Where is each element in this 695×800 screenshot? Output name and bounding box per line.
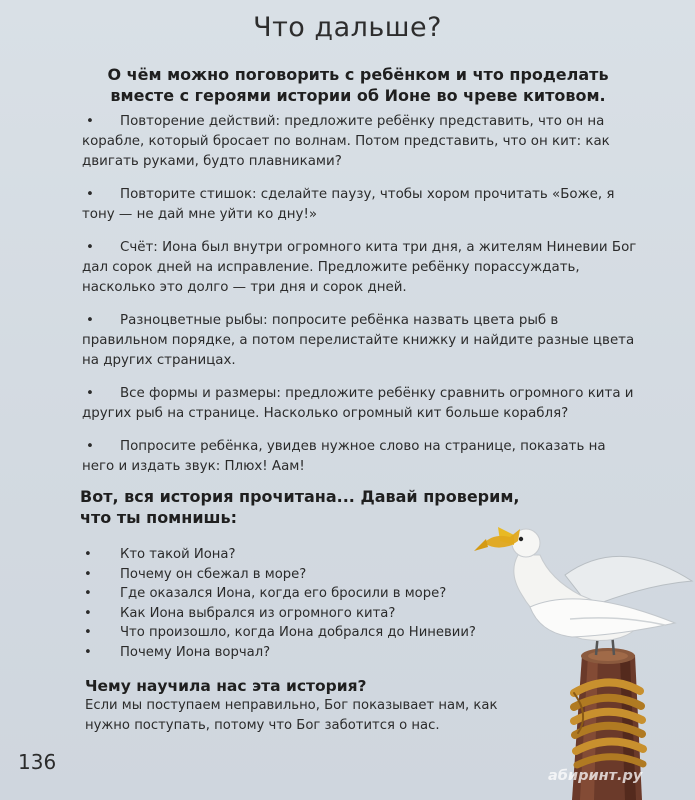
page-number: 136 [18,750,57,774]
list-item [80,604,520,624]
activity-text: Разноцветные рыбы: попросите ребёнка назвать цвета рыб в правильном порядке, а потом перелистайте книжку и найдите разные цвета на других страницах. [82,313,635,368]
page-title: Что дальше? [253,12,442,43]
list-item [80,584,520,604]
lesson-text: Если мы поступаем неправильно, Бог показывает нам, как нужно поступать, потому что Бог заботится о нас. [85,698,498,733]
activity-text: Все формы и размеры: предложите ребёнку сравнить огромного кита и других рыб на странице. Насколько огромный кит больше корабля? [82,386,634,421]
activity-text: Попросите ребёнка, увидев нужное слово на странице, показать на него и издать звук: Плюх! Аам! [82,439,606,474]
question-text: Почему Иона ворчал? [120,644,271,660]
list-item [82,384,642,424]
bullet: • [86,386,94,401]
activities-heading: О чём можно поговорить с ребёнком и что проделать вместе с героями истории об Ионе во чреве китовом. [107,65,609,105]
activity-text: Счёт: Иона был внутри огромного кита три дня, а жителям Ниневии Бог дал сорок дней на исправление. Предложите ребёнку порассуждать, насколько это долго — три дня и сорок дней. [82,240,637,295]
list-item [82,112,642,172]
list-item [82,185,642,225]
lesson-heading: Чему научила нас эта история? [85,677,367,695]
activity-text: Повторение действий: предложите ребёнку представить, что он на корабле, который бросает по волнам. Потом представить, что он кит: как двигать руками, будто плавниками? [82,114,610,169]
seagull-icon [474,527,692,655]
list-item [80,545,520,565]
bullet: • [86,313,94,328]
list-item [80,623,520,643]
list-item [80,565,520,585]
list-item [82,238,642,298]
question-text: Почему он сбежал в море? [120,566,307,582]
bullet: • [84,586,92,602]
bullet: • [86,240,94,255]
bullet: • [86,187,94,202]
bullet: • [84,625,92,641]
bullet: • [86,439,94,454]
bullet: • [86,114,94,129]
list-item [82,311,642,371]
bullet: • [84,547,92,562]
list-item [82,437,642,477]
question-text: Что произошло, когда Иона добрался до Ниневии? [120,625,476,641]
watermark: абиринт.ру [548,768,643,784]
question-text: Кто такой Иона? [120,547,236,562]
question-list [80,545,520,663]
bullet: • [84,566,92,582]
question-text: Где оказался Иона, когда его бросили в море? [120,586,447,602]
question-text: Как Иона выбрался из огромного кита? [120,605,396,621]
quiz-heading: Вот, вся история прочитана... Давай проверим, что ты помнишь: [80,487,520,527]
bullet: • [84,644,92,660]
activity-text: Повторите стишок: сделайте паузу, чтобы хором прочитать «Боже, я тону — не дай мне уйти ко дну!» [82,187,615,222]
seagull-on-post-illustration [470,515,695,800]
bullet: • [84,605,92,621]
list-item [80,643,520,663]
activity-list [82,112,642,490]
